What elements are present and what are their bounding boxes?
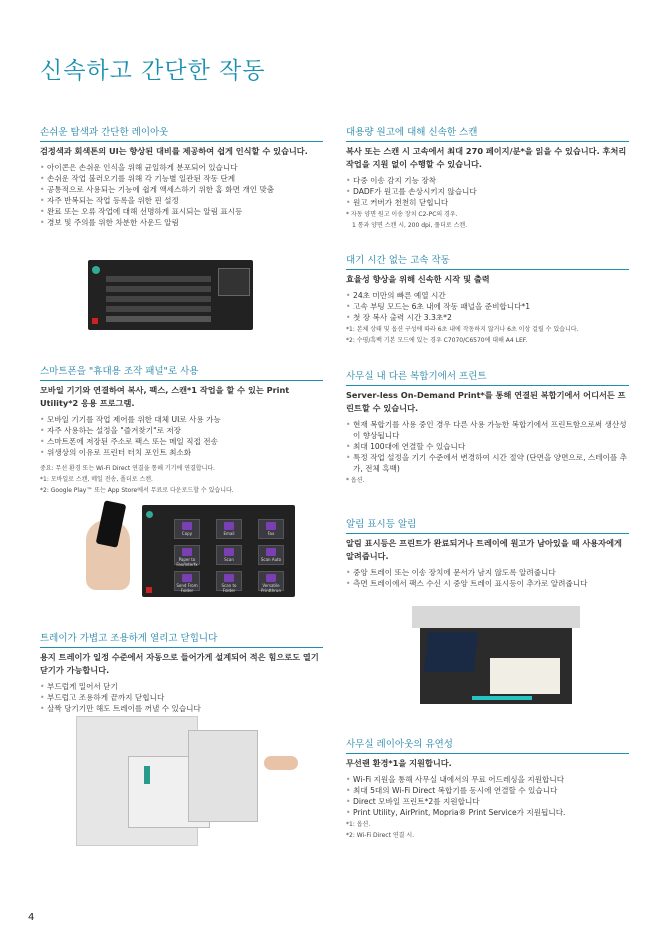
section-tray [40, 630, 323, 714]
section-no-wait [346, 252, 629, 345]
touch-screen [424, 632, 478, 672]
section-lead: Server-less On-Demand Print*를 통해 연결된 복합기에서 어디서든 프린트할 수 있습니다. [346, 390, 626, 413]
section-ui [40, 124, 323, 228]
footnote: *2: 수평/흑백 기본 모드에 있는 경우 C7070/C6570에 대해 A4 LEF. [346, 337, 528, 344]
section-lead: 무선랜 환경*1을 지원합니다. [346, 758, 452, 768]
section-any-printer [346, 368, 629, 485]
list-item [106, 306, 211, 312]
list-item: • 자주 사용하는 설정을 "즐겨찾기"로 저장 [40, 425, 323, 436]
list-item [106, 286, 211, 292]
list-item: • Print Utility, AirPrint, Mopria® Print Service가 지원됩니다. [346, 807, 629, 818]
list-item: • 특정 작업 설정을 기기 수준에서 변경하여 시간 절약 (단면을 양면으로, 스테이플 추가, 전체 흑백) [346, 452, 629, 474]
page-number: 4 [28, 912, 35, 923]
list-item [106, 276, 211, 282]
scanner-lid [412, 606, 580, 628]
footnote: * 옵션. [346, 477, 365, 484]
footnote: * 자동 양면 원고 이송 장치 C2-PC의 경우. [346, 211, 458, 218]
paper-tray-image [68, 716, 300, 844]
footnote: *1: 본체 상태 및 옵션 구성에 따라 6초 내에 작동하지 않거나 6초 이상 걸릴 수 있습니다. [346, 326, 579, 333]
popup-menu [218, 268, 250, 296]
tray-guide [144, 766, 150, 784]
section-alert [346, 516, 629, 589]
list-item: • 스마트폰에 저장된 주소로 팩스 또는 메일 직접 전송 [40, 436, 323, 447]
section-heading: 손쉬운 탐색과 간단한 레이아웃 [40, 124, 323, 142]
tile-versatile: Versatile Printthrun [258, 571, 284, 591]
section-lead: 효율성 향상을 위해 신속한 시작 및 출력 [346, 274, 490, 284]
section-heading: 대기 시간 없는 고속 작동 [346, 252, 629, 270]
section-heading: 트레이가 가볍고 조용하게 열리고 닫힙니다 [40, 630, 323, 648]
page-title: 신속하고 간단한 작동 [40, 58, 266, 84]
list-item: • 최대 100대에 연결할 수 있습니다 [346, 441, 629, 452]
list-item: • 측면 트레이에서 팩스 수신 시 중앙 트레이 표시등이 추가로 알려줍니다 [346, 578, 629, 589]
list-item: • 부드럽게 밀어서 닫기 [40, 681, 323, 692]
list-item: • 원고 커버가 천천히 닫힙니다 [346, 197, 629, 208]
list-item: • 경보 및 주의를 위한 차분한 사운드 알림 [40, 217, 323, 228]
section-lead: 용지 트레이가 일정 수준에서 자동으로 들어가게 설계되어 적은 힘으로도 열기 닫기가 가능합니다. [40, 652, 319, 675]
tile-scan-auto: Scan Auto [258, 545, 284, 565]
footnote: 1 통과 양면 스캔 시, 200 dpi, 풀더로 스캔. [352, 222, 468, 229]
list-item: • Direct 모바일 프린트*2를 지원합니다 [346, 796, 629, 807]
list-item: • 현재 복합기를 사용 중인 경우 다른 사용 가능한 복합기에서 프린트함으로써 생산성이 향상됩니다 [346, 419, 629, 441]
section-lead: 알림 표시등은 프린트가 완료되거나 트레이에 원고가 남아있을 때 사용자에게 알려줍니다. [346, 538, 622, 561]
tile-copy: Copy [174, 519, 200, 539]
list-item [106, 296, 211, 302]
tile-email: Email [216, 519, 242, 539]
print-utility-screenshot [142, 505, 295, 597]
section-heading: 사무실 내 다른 복합기에서 프린트 [346, 368, 629, 386]
section-lead: 복사 또는 스캔 시 고속에서 최대 270 페이지/분*을 읽을 수 있습니다. 후처리 작업을 지원 없이 수행할 수 있습니다. [346, 146, 627, 169]
footnote: *2: Google Play™ 또는 App Store에서 무료로 다운로드할 수 있습니다. [40, 487, 234, 494]
hand-with-phone-image [78, 500, 133, 610]
list-item: • 다중 이송 감지 기능 장착 [346, 175, 629, 186]
home-icon [92, 266, 100, 274]
hand [264, 756, 298, 770]
list-item: • 첫 장 복사 출력 시간 3.3초*2 [346, 312, 629, 323]
list-item: • 완료 또는 오류 작업에 대해 선명하게 표시되는 알림 표시등 [40, 206, 323, 217]
stop-icon [146, 587, 152, 593]
tile-scan: Scan [216, 545, 242, 565]
section-scan [346, 124, 629, 230]
tile-paper-to-fax: Paper to Fax/Interfx [174, 545, 200, 565]
footnote: *2: Wi-Fi Direct 연결 시. [346, 832, 415, 839]
control-panel-screenshot [88, 260, 253, 330]
section-lead: 모바일 기기와 연결하여 복사, 팩스, 스캔*1 작업을 할 수 있는 Print Utility*2 응용 프로그램. [40, 385, 290, 408]
alert-light [472, 696, 532, 700]
list-item: • 모바일 기기를 작업 제어를 위한 대체 UI로 사용 가능 [40, 414, 323, 425]
list-item: • 자주 반복되는 작업 등록을 위한 핀 설정 [40, 195, 323, 206]
list-item: • 살짝 당기기만 해도 트레이를 꺼낼 수 있습니다 [40, 703, 323, 714]
list-item: • Wi-Fi 지원을 통해 사무실 내에서의 무료 어드레싱을 지원합니다 [346, 774, 629, 785]
tile-send-from-folder: Send From Folder [174, 571, 200, 591]
home-icon [146, 511, 153, 518]
tile-scan-to-folder: Scan to Folder [216, 571, 242, 591]
list-item: • 중앙 트레이 또는 이송 장치에 문서가 남지 않도록 알려줍니다 [346, 567, 629, 578]
section-heading: 알림 표시등 알림 [346, 516, 629, 534]
list-item: • DADF가 원고를 손상시키지 않습니다 [346, 186, 629, 197]
list-item [106, 316, 211, 322]
tile-fax: Fax [258, 519, 284, 539]
list-item: • 손쉬운 작업 불러오기를 위해 각 기능별 일관된 작동 단계 [40, 173, 323, 184]
list-item: • 24초 미만의 빠른 예열 시간 [346, 290, 629, 301]
list-item: • 부드럽고 조용하게 끝까지 닫힙니다 [40, 692, 323, 703]
footnote: 중요: 무선 환경 또는 Wi-Fi Direct 연결을 통해 기기에 연결합니다. [40, 465, 216, 472]
output-paper [490, 658, 560, 694]
section-heading: 사무실 레이아웃의 유연성 [346, 736, 629, 754]
printer-side [188, 730, 258, 822]
section-smartphone [40, 363, 323, 495]
list-item: • 공통적으로 사용되는 기능에 쉽게 액세스하기 위한 홈 화면 개인 맞춤 [40, 184, 323, 195]
printer-image [412, 606, 580, 706]
list-item: • 최대 5대의 Wi-Fi Direct 복합기를 동시에 연결할 수 있습니다 [346, 785, 629, 796]
list-item: • 고속 부팅 모드는 6초 내에 작동 패널을 준비합니다*1 [346, 301, 629, 312]
footnote: *1: 모바일로 스캔, 메일 전송, 폴더로 스캔. [40, 476, 153, 483]
section-heading: 대용량 원고에 대해 신속한 스캔 [346, 124, 629, 142]
section-heading: 스마트폰을 "휴대용 조작 패널"로 사용 [40, 363, 323, 381]
list-item: • 아이콘은 손쉬운 인식을 위해 균일하게 분포되어 있습니다 [40, 162, 323, 173]
footnote: *1: 옵션. [346, 821, 371, 828]
stop-icon [92, 318, 98, 324]
section-flex [346, 736, 629, 840]
list-item: • 위생상의 이유로 프린터 터치 포인트 최소화 [40, 447, 323, 458]
section-lead: 검정색과 회색톤의 UI는 향상된 대비를 제공하여 쉽게 인식할 수 있습니다. [40, 146, 308, 156]
